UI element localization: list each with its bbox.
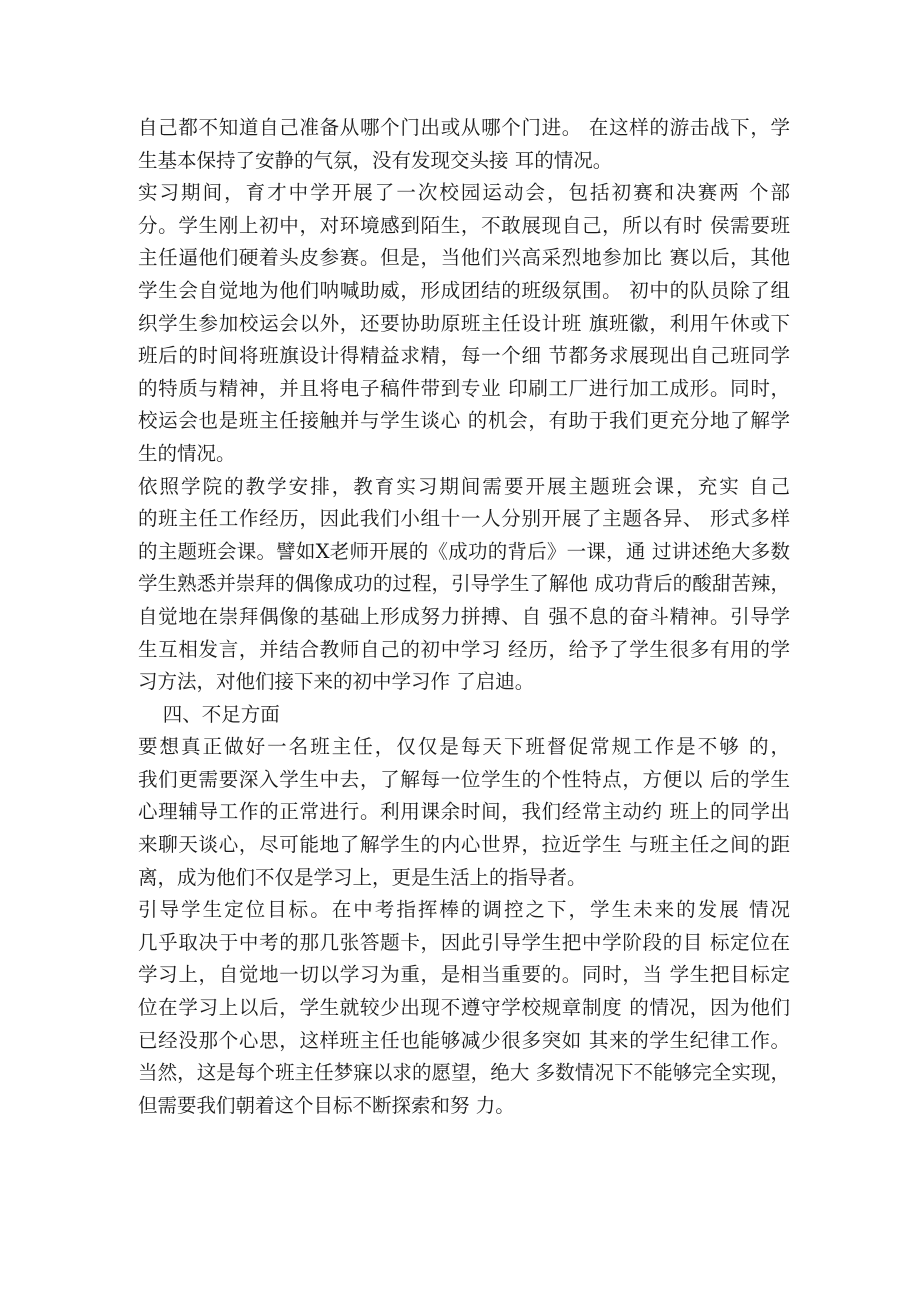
text-line: 心理辅导工作的正常进行。利用课余时间，我们经常主动约 班上的同学出 — [138, 800, 790, 824]
text-line: 当然，这是每个班主任梦寐以求的愿望，绝大 多数情况下不能够完全实现， — [138, 1061, 790, 1085]
text-line: 的班主任工作经历，因此我们小组十一人分别开展了主题各异、 形式多样 — [138, 507, 790, 531]
text-line: 自己都不知道自己准备从哪个门出或从哪个门进。 在这样的游击战下，学 — [138, 116, 790, 139]
text-line: 自觉地在崇拜偶像的基础上形成努力拼搏、自 强不息的奋斗精神。引导学 — [138, 604, 790, 628]
text-line: 学生熟悉并崇拜的偶像成功的过程，引导学生了解他 成功背后的酸甜苦辣， — [138, 572, 790, 596]
text-line: 几乎取决于中考的那几张答题卡，因此引导学生把中学阶段的目 标定位在 — [138, 930, 790, 954]
text-line: 学生会自觉地为他们呐喊助威，形成团结的班级氛围。 初中的队员除了组 — [138, 278, 790, 302]
text-line: 班后的时间将班旗设计得精益求精，每一个细 节都务求展现出自己班同学 — [138, 344, 790, 368]
document-body — [138, 112, 790, 1122]
text-line: 分。学生刚上初中，对环境感到陌生，不敢展现自己，所以有时 侯需要班 — [138, 213, 790, 237]
text-line: 依照学院的教学安排，教育实习期间需要开展主题班会课，充实 自己 — [138, 474, 790, 498]
text-line: 学习上，自觉地一切以学习为重，是相当重要的。同时，当 学生把目标定 — [138, 963, 790, 987]
text-line: 校运会也是班主任接触并与学生谈心 的机会，有助于我们更充分地了解学 — [138, 409, 790, 433]
text-line: 实习期间，育才中学开展了一次校园运动会，包括初赛和决赛两 个部 — [138, 181, 790, 205]
text-line: 但需要我们朝着这个目标不断探索和努 力。 — [138, 1093, 515, 1117]
text-line: 位在学习上以后，学生就较少出现不遵守学校规章制度 的情况，因为他们 — [138, 996, 790, 1020]
text-line: 四、不足方面 — [138, 702, 280, 726]
text-line: 已经没那个心思，这样班主任也能够减少很多突如 其来的学生纪律工作。 — [138, 1028, 790, 1052]
text-line: 离，成为他们不仅是学习上，更是生活上的指导者。 — [138, 865, 587, 889]
text-line: 生互相发言，并结合教师自己的初中学习 经历，给予了学生很多有用的学 — [138, 637, 790, 661]
text-line: 要想真正做好一名班主任，仅仅是每天下班督促常规工作是不够 的， — [138, 735, 790, 759]
text-line: 引导学生定位目标。在中考指挥棒的调控之下，学生未来的发展 情况 — [138, 898, 790, 922]
text-line: 习方法，对他们接下来的初中学习作 了启迪。 — [138, 670, 535, 694]
text-line: 主任逼他们硬着头皮参赛。但是，当他们兴高采烈地参加比 赛以后，其他 — [138, 246, 790, 270]
text-line: 织学生参加校运会以外，还要协助原班主任设计班 旗班徽，利用午休或下 — [138, 311, 790, 335]
text-line: 来聊天谈心，尽可能地了解学生的内心世界，拉近学生 与班主任之间的距 — [138, 833, 790, 857]
text-line: 我们更需要深入学生中去，了解每一位学生的个性特点，方便以 后的学生 — [138, 767, 790, 791]
text-line: 的特质与精神，并且将电子稿件带到专业 印刷工厂进行加工成形。同时， — [138, 376, 790, 400]
text-line: 生的情况。 — [138, 441, 236, 465]
text-line: 生基本保持了安静的气氛，没有发现交头接 耳的情况。 — [138, 148, 613, 172]
text-line: 的主题班会课。譬如X老师开展的《成功的背后》一课，通 过讲述绝大多数 — [138, 539, 790, 563]
